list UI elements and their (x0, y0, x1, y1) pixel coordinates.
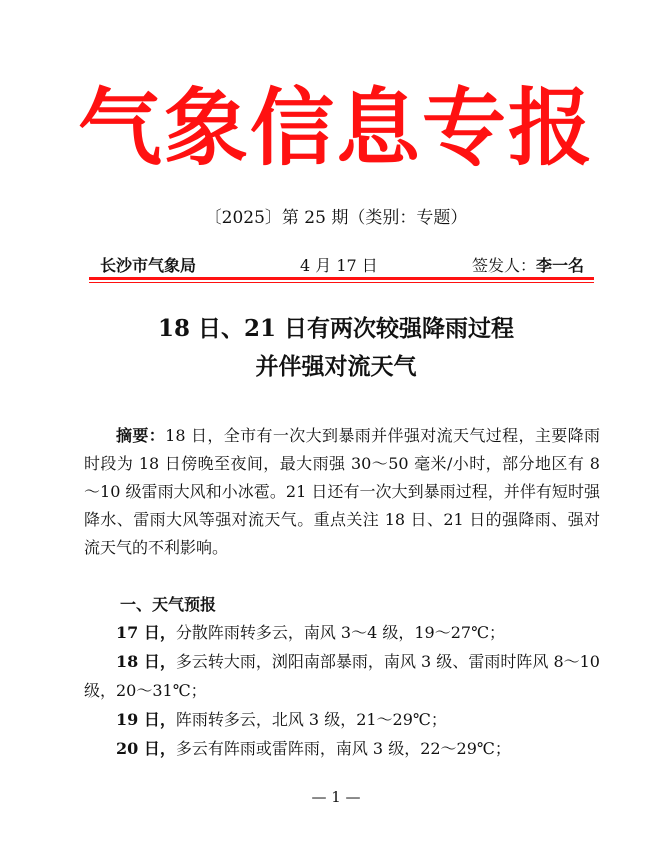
forecast-item (84, 647, 600, 705)
signer (472, 253, 584, 276)
forecast-item (84, 705, 600, 734)
issue-date: 4 月 17 日 (300, 256, 378, 275)
summary-text: 18 日，全市有一次大到暴雨并伴强对流天气过程，主要降雨时段为 18 日傍晚至夜间，最大雨强 30～50 毫米/小时，部分地区有 8～10 级雷雨大风和小冰雹。21 日还有一次大到暴雨过程，并伴有短时强降水、雷雨大风等强对流天气。重点关注 18 日、21 日的强降雨、强对流天气的不利影响。 (84, 426, 600, 557)
forecast-day: 20 日， (116, 739, 176, 758)
forecast-item (84, 734, 600, 763)
issue-number: 〔2025〕第 25 期（类别：专题） (204, 208, 468, 228)
forecast-text: 分散阵雨转多云，南风 3～4 级，19～27℃； (175, 623, 505, 642)
forecast-day: 18 日， (116, 652, 176, 671)
forecast-text: 阵雨转多云，北风 3 级，21～29℃； (175, 710, 447, 729)
forecast-text: 多云有阵雨或雷阵雨，南风 3 级，22～29℃； (175, 739, 511, 758)
forecast-text: 多云转大雨，浏阳南部暴雨，南风 3 级、雷雨时阵风 8～10 级，20～31℃； (84, 652, 600, 700)
issuing-agency: 长沙市气象局 (100, 256, 197, 275)
forecast-item (84, 618, 600, 647)
signer-name: 李一名 (535, 256, 584, 275)
forecast-day: 19 日， (116, 710, 176, 729)
summary-label: 摘要： (116, 426, 166, 445)
forecast-list (84, 618, 600, 763)
red-divider-thick (89, 277, 594, 280)
summary-paragraph (84, 422, 600, 562)
section-title: 一、天气预报 (120, 595, 217, 614)
signer-label: 签发人： (471, 256, 536, 275)
headline-line-1: 18 日、21 日有两次较强降雨过程 (157, 315, 515, 342)
headline (0, 310, 672, 386)
forecast-day: 17 日， (116, 623, 176, 642)
page-number: — 1 — (311, 788, 361, 806)
meta-row (100, 253, 584, 277)
headline-line-2: 并伴强对流天气 (255, 353, 417, 380)
red-divider-thin (89, 282, 594, 283)
masthead-title: 气象信息专报 (77, 79, 594, 177)
